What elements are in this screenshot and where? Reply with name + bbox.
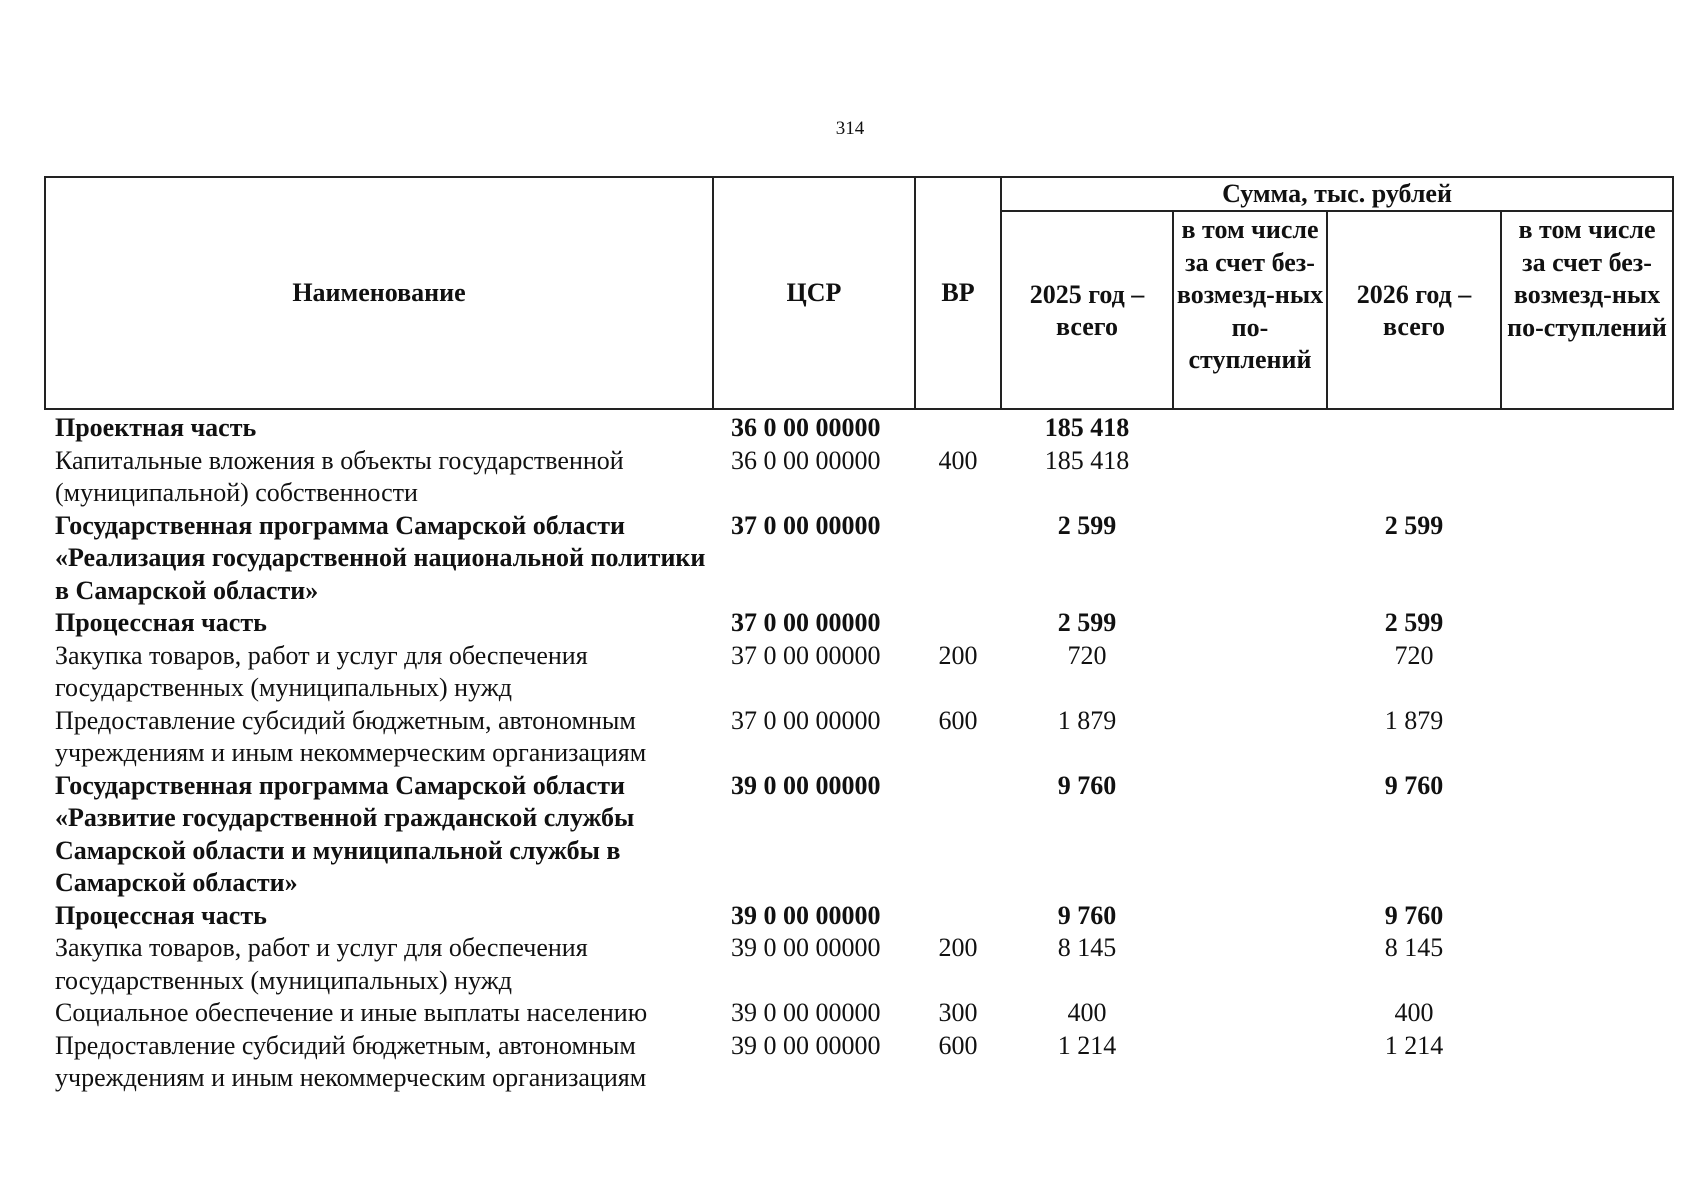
cell-csr: 37 0 00 00000 (731, 640, 881, 670)
cell-csr: 39 0 00 00000 (731, 770, 881, 800)
cell-name: Закупка товаров, работ и услуг для обеспечения государственных (муниципальных) нужд (55, 933, 588, 995)
cell-2025-grants (1173, 770, 1327, 900)
cell-csr: 39 0 00 00000 (731, 998, 881, 1027)
header-2025-total: 2025 год – всего (1001, 211, 1173, 409)
cell-name: Государственная программа Самарской области «Реализация государственной национальной политики в Самарской области» (55, 510, 706, 605)
cell-name: Государственная программа Самарской области «Развитие государственной гражданской службы Самарской области и муниципальной службы в Самарской области» (55, 770, 635, 897)
cell-name: Процессная часть (55, 900, 267, 930)
cell-2026-grants (1501, 1030, 1673, 1095)
cell-2026-grants (1501, 932, 1673, 997)
cell-name: Социальное обеспечение и иные выплаты населению (55, 998, 648, 1027)
cell-csr: 37 0 00 00000 (731, 705, 881, 735)
table-header (45, 177, 1673, 409)
table-row (45, 770, 1673, 900)
table-row (45, 640, 1673, 705)
cell-2026-grants (1501, 997, 1673, 1030)
cell-2026-total: 400 (1394, 998, 1434, 1027)
header-vr: ВР (915, 177, 1001, 409)
header-name: Наименование (45, 177, 713, 409)
table-row (45, 445, 1673, 510)
cell-2026-total: 1 879 (1384, 705, 1444, 735)
cell-csr: 36 0 00 00000 (731, 413, 881, 442)
cell-2025-grants (1173, 640, 1327, 705)
table-row (45, 705, 1673, 770)
cell-vr (915, 900, 1001, 933)
cell-2025-grants (1173, 445, 1327, 510)
cell-vr (915, 409, 1001, 445)
table-row (45, 1030, 1673, 1095)
table-row (45, 409, 1673, 445)
cell-2025-grants (1173, 932, 1327, 997)
cell-csr: 36 0 00 00000 (731, 445, 881, 475)
cell-vr (915, 607, 1001, 640)
table-row (45, 900, 1673, 933)
cell-2026-total (1327, 409, 1501, 445)
header-2025-grants: в том числе за счет без-возмезд-ных по-ступлений (1173, 211, 1327, 409)
cell-vr: 600 (938, 1030, 978, 1060)
cell-name: Капитальные вложения в объекты государственной (муниципальной) собственности (55, 445, 624, 507)
cell-vr: 600 (938, 705, 978, 735)
cell-2025-total: 1 214 (1057, 1030, 1117, 1060)
cell-vr: 200 (938, 640, 978, 670)
cell-csr: 39 0 00 00000 (731, 933, 881, 962)
cell-csr: 39 0 00 00000 (731, 900, 881, 930)
cell-2026-grants (1501, 510, 1673, 608)
cell-2026-grants (1501, 640, 1673, 705)
cell-2025-total: 720 (1067, 640, 1107, 670)
table-row (45, 997, 1673, 1030)
cell-2025-total: 1 879 (1057, 705, 1117, 735)
table-row (45, 510, 1673, 608)
cell-vr: 400 (938, 445, 978, 475)
cell-2025-grants (1173, 705, 1327, 770)
cell-name: Предоставление субсидий бюджетным, автономным учреждениям и иным некоммерческим организациям (55, 705, 647, 767)
cell-2025-total: 8 145 (1057, 933, 1117, 962)
cell-vr: 300 (938, 998, 978, 1027)
cell-2026-grants (1501, 900, 1673, 933)
cell-2026-total: 9 760 (1384, 770, 1444, 800)
header-sum: Сумма, тыс. рублей (1001, 177, 1673, 211)
cell-csr: 37 0 00 00000 (731, 510, 881, 540)
header-2026-grants: в том числе за счет без-возмезд-ных по-ступлений (1501, 211, 1673, 409)
cell-2026-total: 2 599 (1384, 510, 1444, 540)
cell-2025-total: 185 418 (1044, 445, 1130, 475)
cell-name: Проектная часть (55, 413, 257, 442)
cell-2025-total: 185 418 (1044, 413, 1130, 442)
cell-2026-total: 720 (1394, 640, 1434, 670)
cell-2026-total: 8 145 (1384, 933, 1444, 962)
cell-2025-total: 9 760 (1057, 770, 1117, 800)
cell-2025-grants (1173, 997, 1327, 1030)
cell-vr (915, 510, 1001, 608)
cell-2025-total: 2 599 (1057, 510, 1117, 540)
cell-2026-grants (1501, 409, 1673, 445)
cell-2026-grants (1501, 607, 1673, 640)
cell-name: Процессная часть (55, 608, 267, 637)
cell-2026-total: 1 214 (1384, 1030, 1444, 1060)
cell-2025-total: 400 (1067, 998, 1107, 1027)
cell-vr: 200 (938, 933, 978, 962)
cell-2026-total (1327, 445, 1501, 510)
cell-2026-grants (1501, 705, 1673, 770)
cell-vr (915, 770, 1001, 900)
cell-2026-total: 9 760 (1384, 900, 1444, 930)
cell-2025-grants (1173, 607, 1327, 640)
cell-2025-grants (1173, 900, 1327, 933)
cell-2025-total: 9 760 (1057, 900, 1117, 930)
cell-2026-total: 2 599 (1384, 608, 1444, 637)
cell-2026-grants (1501, 445, 1673, 510)
header-csr: ЦСР (713, 177, 915, 409)
table-row (45, 607, 1673, 640)
cell-name: Предоставление субсидий бюджетным, автономным учреждениям и иным некоммерческим организациям (55, 1030, 647, 1092)
cell-2025-grants (1173, 510, 1327, 608)
cell-2025-grants (1173, 1030, 1327, 1095)
header-2026-total: 2026 год – всего (1327, 211, 1501, 409)
page-number: 314 (835, 118, 865, 139)
cell-2025-grants (1173, 409, 1327, 445)
cell-2026-grants (1501, 770, 1673, 900)
table-body (45, 409, 1673, 1095)
cell-name: Закупка товаров, работ и услуг для обеспечения государственных (муниципальных) нужд (55, 640, 588, 702)
cell-csr: 39 0 00 00000 (731, 1030, 881, 1060)
cell-2025-total: 2 599 (1057, 608, 1117, 637)
cell-csr: 37 0 00 00000 (731, 608, 881, 637)
table-row (45, 932, 1673, 997)
budget-table (44, 176, 1674, 1095)
